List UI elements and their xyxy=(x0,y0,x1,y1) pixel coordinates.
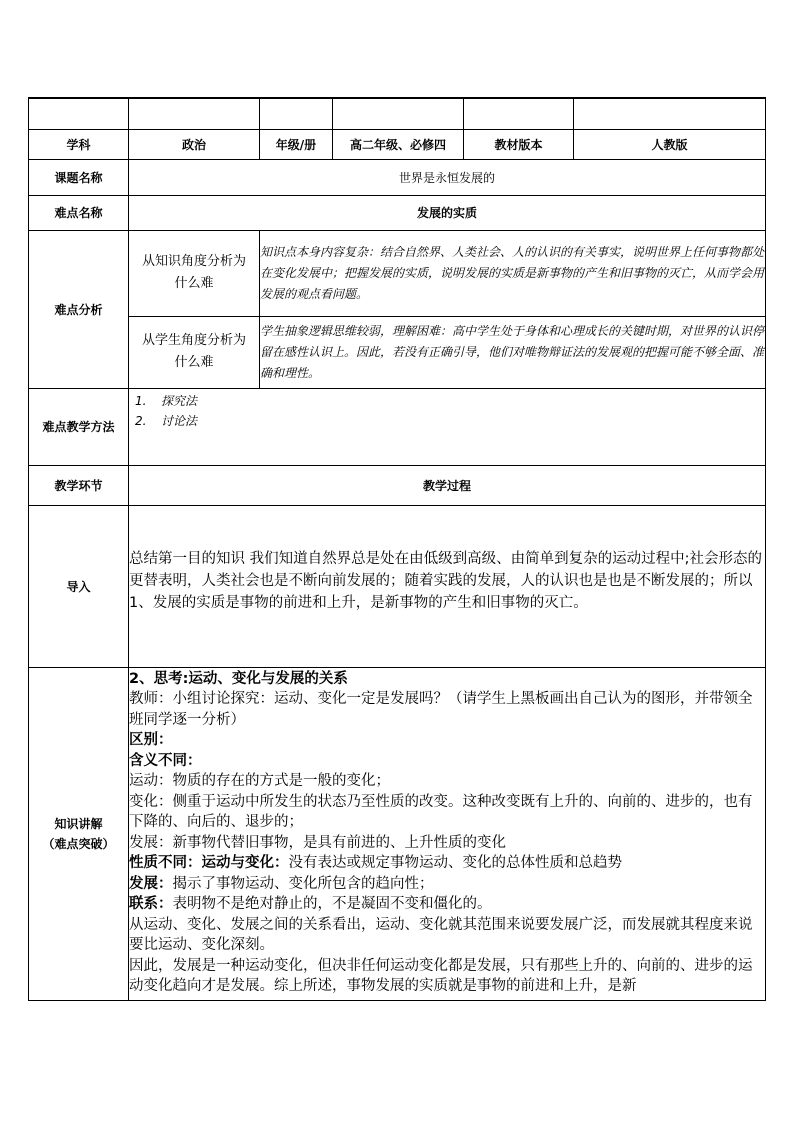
grade-value: 高二年级、必修四 xyxy=(333,129,464,159)
analysis-label: 难点分析 xyxy=(29,230,129,388)
process-content-label: 教学过程 xyxy=(129,465,766,505)
change-definition: 变化：侧重于运动中所发生的状态乃至性质的改变。这种改变既有上升的、向前的、进步的，也有下降的、向后的、退步的； xyxy=(129,793,753,830)
process-header-row xyxy=(29,465,766,505)
lecture-content xyxy=(129,667,766,1000)
development-nature-line: 发展：揭示了事物运动、变化所包含的趋向性； xyxy=(129,875,434,892)
grade-label: 年级/册 xyxy=(260,129,333,159)
lecture-label-cell xyxy=(29,667,129,1000)
student-angle-label: 从学生角度分析为什么难 xyxy=(129,316,260,388)
teacher-prompt: 教师：小组讨论探究：运动、变化一定是发展吗？（请学生上黑板画出自己认为的图形，并带领全班同学逐一分析） xyxy=(129,691,753,728)
intro-label: 导入 xyxy=(29,505,129,667)
subject-row xyxy=(29,129,766,159)
topic-label: 课题名称 xyxy=(29,159,129,195)
intro-row xyxy=(29,505,766,667)
knowledge-angle-text: 知识点本身内容复杂：结合自然界、人类社会、人的认识的有关事实，说明世界上任何事物都处在变化发展中；把握发展的实质，说明发展的实质是新事物的产生和旧事物的灭亡，从而学会用发展的观点看问题。 xyxy=(260,230,766,316)
connection-line: 联系：表明物不是绝对静止的，不是凝固不变和僵化的。 xyxy=(129,896,492,912)
method-list xyxy=(129,389,765,431)
blank-row xyxy=(29,98,766,129)
development-definition: 发展：新事物代替旧事物，是具有前进的、上升性质的变化 xyxy=(129,834,506,851)
intro-text: 总结第一目的知识 我们知道自然界总是处在由低级到高级、由简单到复杂的运动过程中;社会形态的更替表明，人类社会也是不断向前发展的；随着实践的发展，人的认识也是也是不断发展的；所以 1、发展的实质是事物的前进和上升，是新事物的产生和旧事物的灭亡。 xyxy=(129,505,766,667)
method-cell xyxy=(129,388,766,465)
nature-line: 性质不同：运动与变化：没有表达或规定事物运动、变化的总体性质和总趋势 xyxy=(129,855,622,871)
difficulty-row xyxy=(29,195,766,230)
method-item: 2. 讨论法 xyxy=(135,413,198,428)
topic-row xyxy=(29,159,766,195)
subject-value: 政治 xyxy=(129,129,260,159)
process-stage-label: 教学环节 xyxy=(29,465,129,505)
analysis-knowledge-row xyxy=(29,230,766,316)
lecture-title: 2、思考:运动、变化与发展的关系 xyxy=(129,670,348,687)
knowledge-angle-label: 从知识角度分析为什么难 xyxy=(129,230,260,316)
meaning-heading: 含义不同： xyxy=(129,752,202,769)
relation-paragraph: 从运动、变化、发展之间的关系看出，运动、变化就其范围来说要发展广泛，而发展就其程度来说要比运动、变化深刻。 xyxy=(129,916,753,953)
method-label: 难点教学方法 xyxy=(29,388,129,465)
difficulty-label: 难点名称 xyxy=(29,195,129,230)
edition-label: 教材版本 xyxy=(464,129,574,159)
motion-definition: 运动：物质的存在的方式是一般的变化； xyxy=(129,773,390,789)
subject-label: 学科 xyxy=(29,129,129,159)
difficulty-value: 发展的实质 xyxy=(129,195,766,230)
lecture-row xyxy=(29,667,766,1000)
student-angle-text: 学生抽象逻辑思维较弱，理解困难：高中学生处于身体和心理成长的关键时期，对世界的认识停留在感性认识上。因此，若没有正确引导，他们对唯物辩证法的发展观的把握可能不够全面、准确和理性。 xyxy=(260,316,766,388)
lecture-label: 知识讲解 xyxy=(54,816,103,831)
lecture-sublabel: （难点突破） xyxy=(42,836,115,851)
difference-heading: 区别： xyxy=(129,732,173,748)
edition-value: 人教版 xyxy=(574,129,766,159)
conclusion-paragraph: 因此，发展是一种运动变化，但决非任何运动变化都是发展，只有那些上升的、向前的、进步的运动变化趋向才是发展。综上所述，事物发展的实质就是事物的前进和上升，是新 xyxy=(129,957,753,994)
topic-value: 世界是永恒发展的 xyxy=(129,159,766,195)
analysis-student-row xyxy=(29,316,766,388)
lesson-plan-table xyxy=(28,97,766,1001)
method-row xyxy=(29,388,766,465)
method-item: 1. 探究法 xyxy=(135,393,198,408)
